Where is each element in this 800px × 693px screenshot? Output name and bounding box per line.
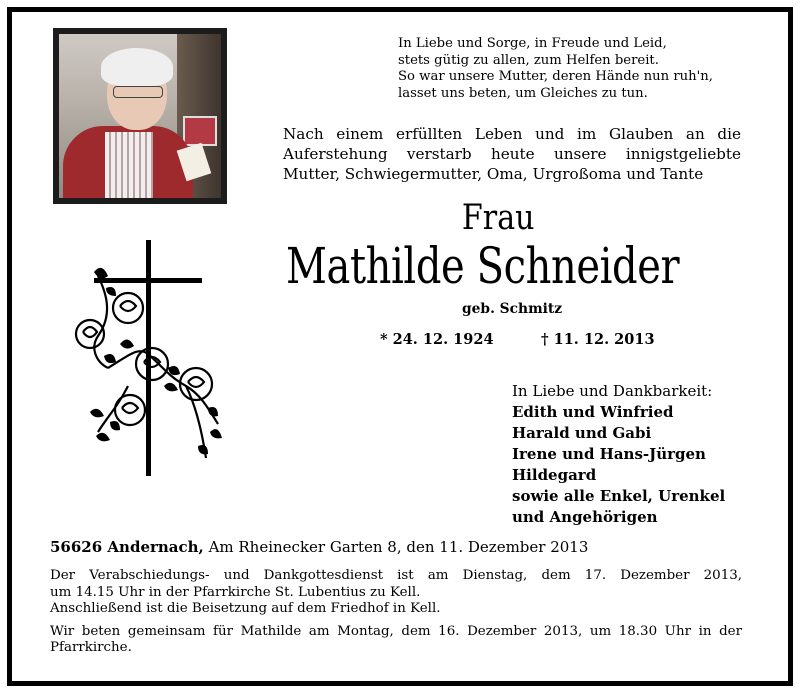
mourner-name: Irene und Hans-Jürgen	[512, 445, 706, 463]
mourner-name: Hildegard	[512, 466, 597, 484]
poem-line: So war unsere Mutter, deren Hände nun ruh'n,	[398, 69, 713, 85]
intro-text	[283, 124, 741, 184]
portrait-photo	[53, 28, 227, 204]
service-line: um 14.15 Uhr in der Pfarrkirche St. Lubentius zu Kell.	[50, 584, 421, 600]
prayer-line: Wir beten gemeinsam für Mathilde am Montag, dem 16. Dezember 2013, um 18.30 Uhr in der	[50, 623, 742, 639]
poem-line: lasset uns beten, um Gleiches zu tun.	[398, 85, 648, 101]
poem-line: stets gütig zu allen, zum Helfen bereit.	[398, 52, 659, 68]
burial-line: Anschließend ist die Beisetzung auf dem Friedhof in Kell.	[50, 601, 441, 616]
prayer-line: Pfarrkirche.	[50, 640, 132, 655]
intro-line: Auferstehung verstarb heute unsere innigstgeliebte	[283, 145, 741, 163]
death-date: † 11. 12. 2013	[541, 331, 655, 348]
mourner-name: sowie alle Enkel, Urenkel	[512, 487, 726, 505]
poem-line: In Liebe und Sorge, in Freude und Leid,	[398, 36, 667, 51]
mourners-block	[512, 381, 725, 528]
service-notes	[50, 568, 742, 657]
service-line: Der Verabschiedungs- und Dankgottesdienst ist am Dienstag, dem 17. Dezember 2013,	[50, 568, 742, 583]
birth-date: * 24. 12. 1924	[380, 331, 494, 348]
poem	[398, 36, 713, 102]
mourner-name: Harald und Gabi	[512, 424, 652, 442]
intro-line: Mutter, Schwiegermutter, Oma, Urgroßoma und Tante	[283, 165, 704, 183]
intro-line: Nach einem erfüllten Leben und im Glauben an die	[283, 125, 741, 143]
deceased-name: Mathilde Schneider	[286, 237, 680, 295]
address-rest: Am Rheinecker Garten 8, den 11. Dezember 2013	[208, 538, 589, 556]
mourner-name: Edith und Winfried	[512, 403, 674, 421]
salutation: Frau	[461, 198, 535, 238]
cross-with-roses-icon	[68, 236, 238, 476]
address-city: 56626 Andernach,	[50, 538, 204, 556]
maiden-name: geb. Schmitz	[462, 301, 563, 317]
mourner-name: und Angehörigen	[512, 508, 658, 526]
address-line	[50, 538, 588, 556]
mourners-heading: In Liebe und Dankbarkeit:	[512, 382, 713, 400]
